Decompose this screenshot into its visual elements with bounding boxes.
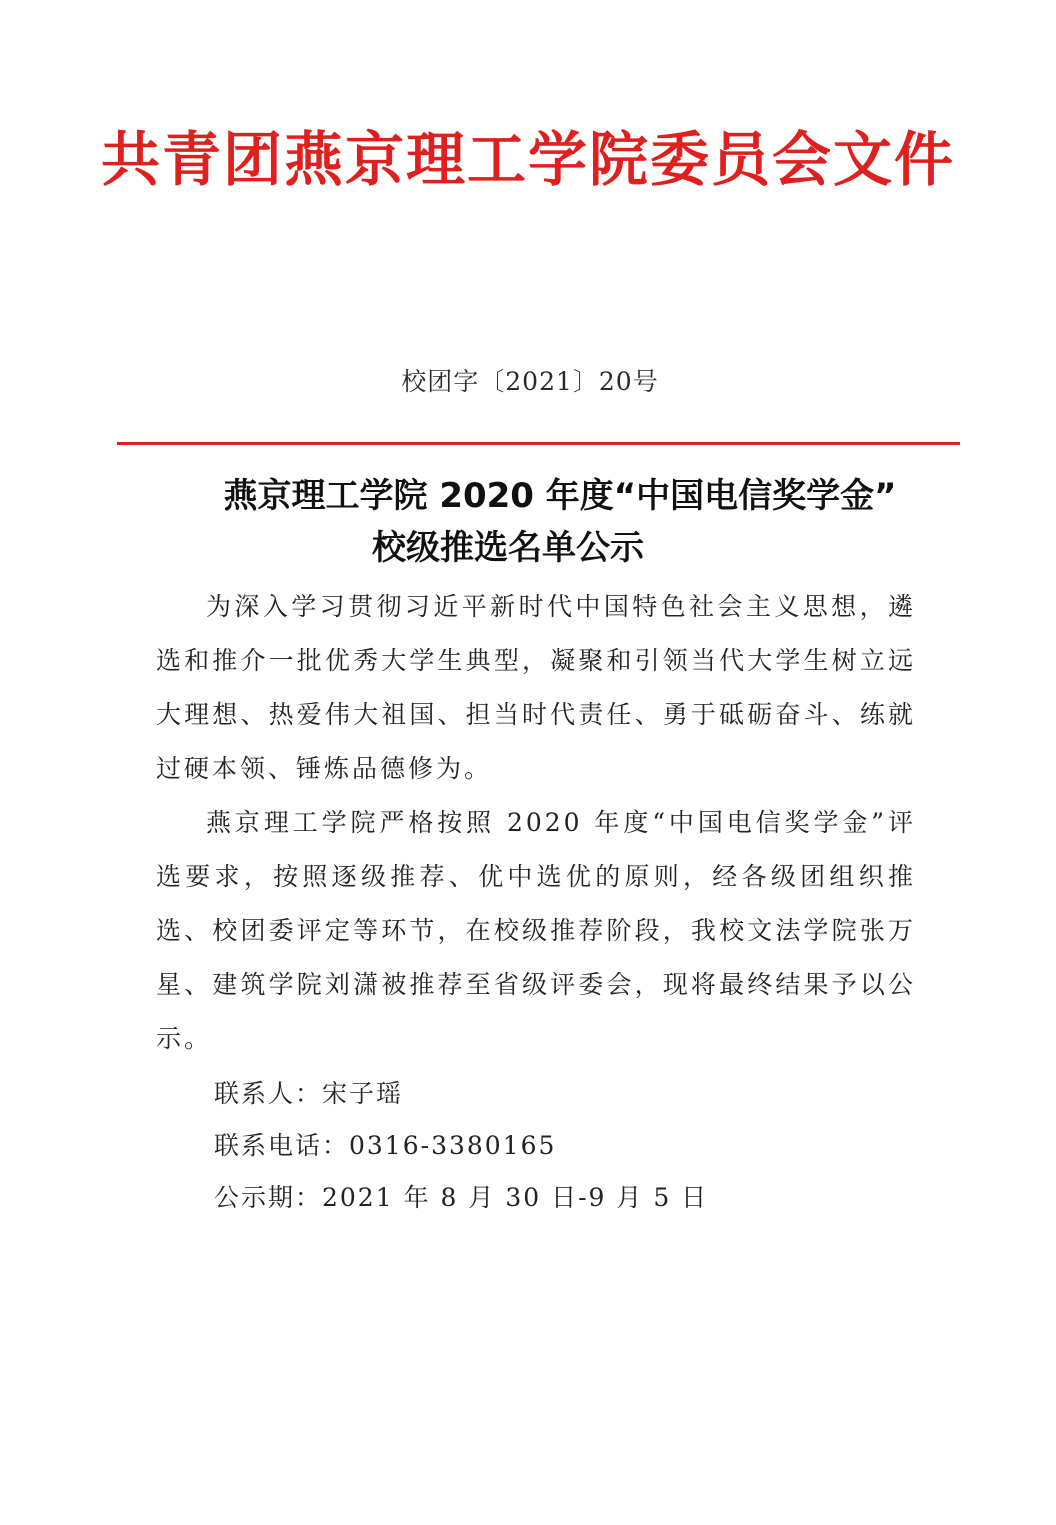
contact-phone: 联系电话：0316-3380165 <box>214 1131 557 1160</box>
body-paragraph-2: 燕京理工学院严格按照 2020 年度“中国电信奖学金”评选要求，按照逐级推荐、优中选优的原则，经各级团组织推选、校团委评定等环节，在校级推荐阶段，我校文法学院张万星、建筑学院刘潇被推荐至省级评委会，现将最终结果予以公示。 <box>156 808 916 1053</box>
notice-period: 公示期：2021 年 8 月 30 日-9 月 5 日 <box>214 1183 709 1212</box>
document-body <box>156 580 916 1066</box>
issuer-header: 共青团燕京理工学院委员会文件 <box>100 125 955 194</box>
contact-person: 联系人：宋子瑶 <box>214 1079 404 1108</box>
title-line-1: 燕京理工学院 2020 年度“中国电信奖学金” <box>223 476 897 516</box>
body-paragraph-1: 为深入学习贯彻习近平新时代中国特色社会主义思想，遴选和推介一批优秀大学生典型，凝聚和引领当代大学生树立远大理想、热爱伟大祖国、担当时代责任、勇于砥砺奋斗、练就过硬本领、锤炼品德修为。 <box>156 592 916 783</box>
title-line-2: 校级推选名单公示 <box>372 528 644 568</box>
document-number: 校团字〔2021〕20号 <box>401 367 659 396</box>
document-title <box>150 470 930 574</box>
contact-info <box>214 1068 914 1224</box>
red-divider-line <box>117 442 960 445</box>
